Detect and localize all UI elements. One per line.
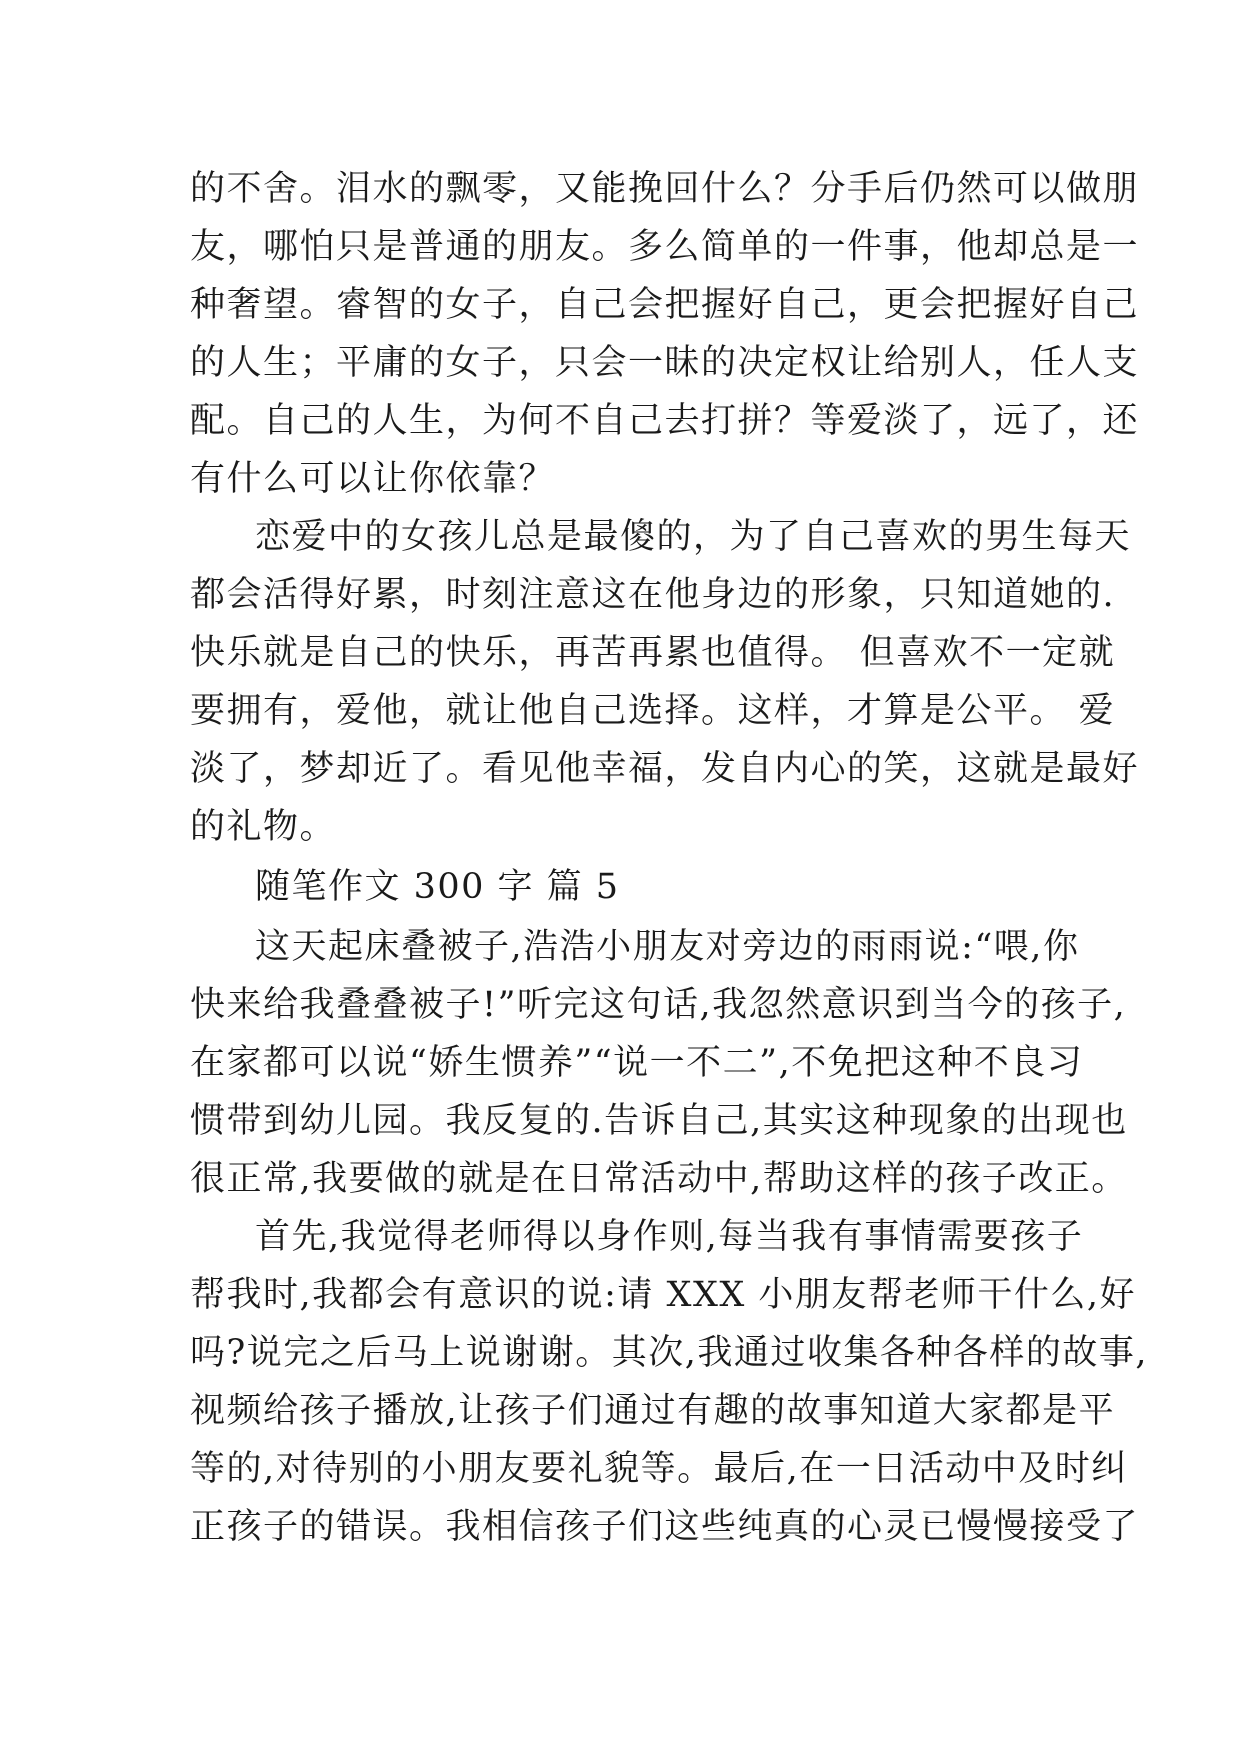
text-line: 吗?说完之后马上说谢谢。其次,我通过收集各种各样的故事,	[190, 1333, 1149, 1373]
text-line: 恋爱中的女孩儿总是最傻的，为了自己喜欢的男生每天	[255, 517, 1132, 557]
text-line: 等的,对待别的小朋友要礼貌等。最后,在一日活动中及时纠	[190, 1449, 1128, 1489]
text-line: 正孩子的错误。我相信孩子们这些纯真的心灵已慢慢接受了	[190, 1507, 1140, 1547]
text-line: 帮我时,我都会有意识的说:请 XXX 小朋友帮老师干什么,好	[190, 1275, 1137, 1315]
text-line: 快乐就是自己的快乐，再苦再累也值得。 但喜欢不一定就	[190, 633, 1116, 673]
text-line: 的不舍。泪水的飘零，又能挽回什么？分手后仍然可以做朋	[190, 169, 1140, 209]
text-line: 淡了，梦却近了。看见他幸福，发自内心的笑，这就是最好	[190, 749, 1140, 789]
text-line: 有什么可以让你依靠？	[190, 459, 556, 499]
text-line: 的人生；平庸的女子，只会一昧的决定权让给别人，任人支	[190, 343, 1140, 383]
text-line: 快来给我叠叠被子!”听完这句话,我忽然意识到当今的孩子,	[190, 985, 1127, 1025]
text-line: 视频给孩子播放,让孩子们通过有趣的故事知道大家都是平	[190, 1391, 1116, 1431]
text-line: 种奢望。睿智的女子，自己会把握好自己，更会把握好自己	[190, 285, 1140, 325]
text-line: 友，哪怕只是普通的朋友。多么简单的一件事，他却总是一	[190, 227, 1140, 267]
text-line: 的礼物。	[190, 807, 337, 847]
text-line: 首先,我觉得老师得以身作则,每当我有事情需要孩子	[255, 1217, 1084, 1257]
section-heading: 随笔作文 300 字 篇 5	[255, 867, 620, 907]
text-line: 很正常,我要做的就是在日常活动中,帮助这样的孩子改正。	[190, 1159, 1128, 1199]
text-line: 惯带到幼儿园。我反复的.告诉自己,其实这种现象的出现也	[190, 1101, 1128, 1141]
paragraph-1	[190, 160, 1140, 508]
paragraph-4	[190, 1208, 1149, 1556]
paragraph-3	[190, 918, 1128, 1208]
text-line: 配。自己的人生，为何不自己去打拼？等爱淡了，远了，还	[190, 401, 1140, 441]
text-line: 要拥有，爱他，就让他自己选择。这样，才算是公平。 爱	[190, 691, 1116, 731]
text-line: 这天起床叠被子,浩浩小朋友对旁边的雨雨说:“喂,你	[255, 927, 1080, 967]
paragraph-2	[190, 508, 1140, 856]
text-line: 都会活得好累，时刻注意这在他身边的形象，只知道她的.	[190, 575, 1116, 615]
document-body	[190, 160, 1149, 1556]
text-line: 在家都可以说“娇生惯养”“说一不二”,不免把这种不良习	[190, 1043, 1084, 1083]
